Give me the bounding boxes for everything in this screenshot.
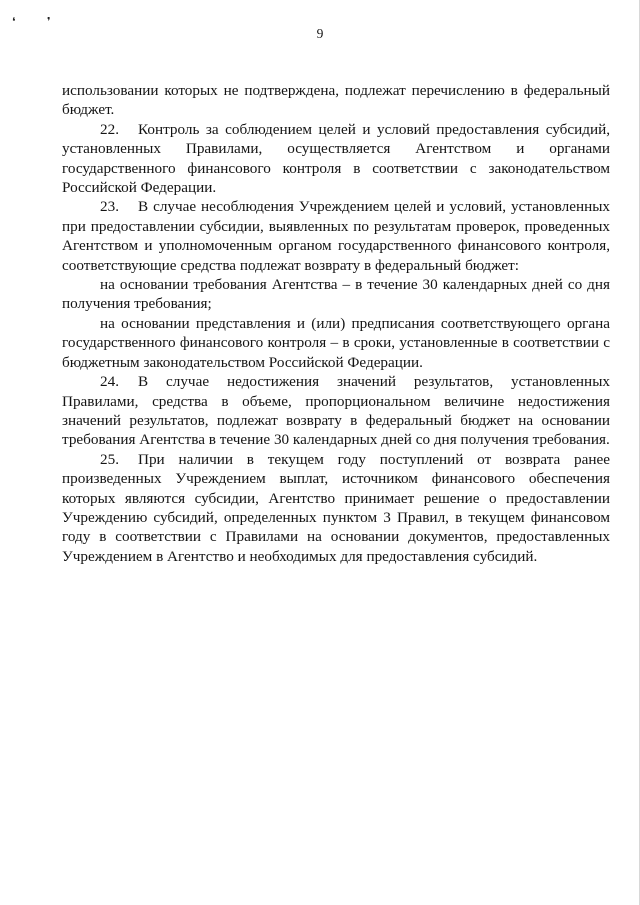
paragraph-24 [62,372,610,450]
paragraph-23 [62,197,610,275]
item-text-24: В случае недостижения значений результатов, установленных Правилами, средства в объеме, пропорциональном величине недостижения значений результатов, подлежат возврату в федеральный бюджет на основании требования Агентства в течение 30 календарных дней со дня получения требования. [62,373,610,449]
paragraph-22 [62,120,610,198]
item-number-25: 25. [100,450,119,468]
item-number-23: 23. [100,198,119,216]
scan-mark-right: ❜ [47,16,51,28]
item-text-25: При наличии в текущем году поступлений от возврата ранее произведенных Учреждением выплат, источником финансового обеспечения которых являются субсидии, Агентство принимает решение о предоставлении Учреждению субсидий, определенных пунктом 3 Правил, в текущем финансовом году в соответствии с Правилами на основании документов, предоставленных Учреждением в Агентство и необходимых для предоставления субсидий. [62,450,610,565]
paragraph-continuation: использовании которых не подтверждена, подлежат перечислению в федеральный бюджет. [62,82,610,119]
scan-mark-left: ❛ [12,16,16,28]
item-number-22: 22. [100,120,119,138]
item-number-24: 24. [100,373,119,391]
paragraph-25 [62,450,610,566]
item-text-22: Контроль за соблюдением целей и условий предоставления субсидий, установленных Правилами, осуществляется Агентством и органами государственного финансового контроля в соответствии с законодательством Российской Федерации. [62,120,610,197]
item-text-23: В случае несоблюдения Учреждением целей и условий, установленных при предоставлении субсидии, выявленных по результатам проверок, проведенных Агентством и уполномоченным органом государственного финансового контроля, соответствующие средства подлежат возврату в федеральный бюджет: [62,198,610,274]
paragraph-23-b: на основании представления и (или) предписания соответствующего органа государственного финансового контроля – в сроки, установленные в соответствии с бюджетным законодательством Российской Федерации. [62,314,610,371]
paragraph-23-a: на основании требования Агентства – в течение 30 календарных дней со дня получения требования; [62,276,610,313]
page-number: 9 [316,26,324,41]
document-body [62,81,610,566]
